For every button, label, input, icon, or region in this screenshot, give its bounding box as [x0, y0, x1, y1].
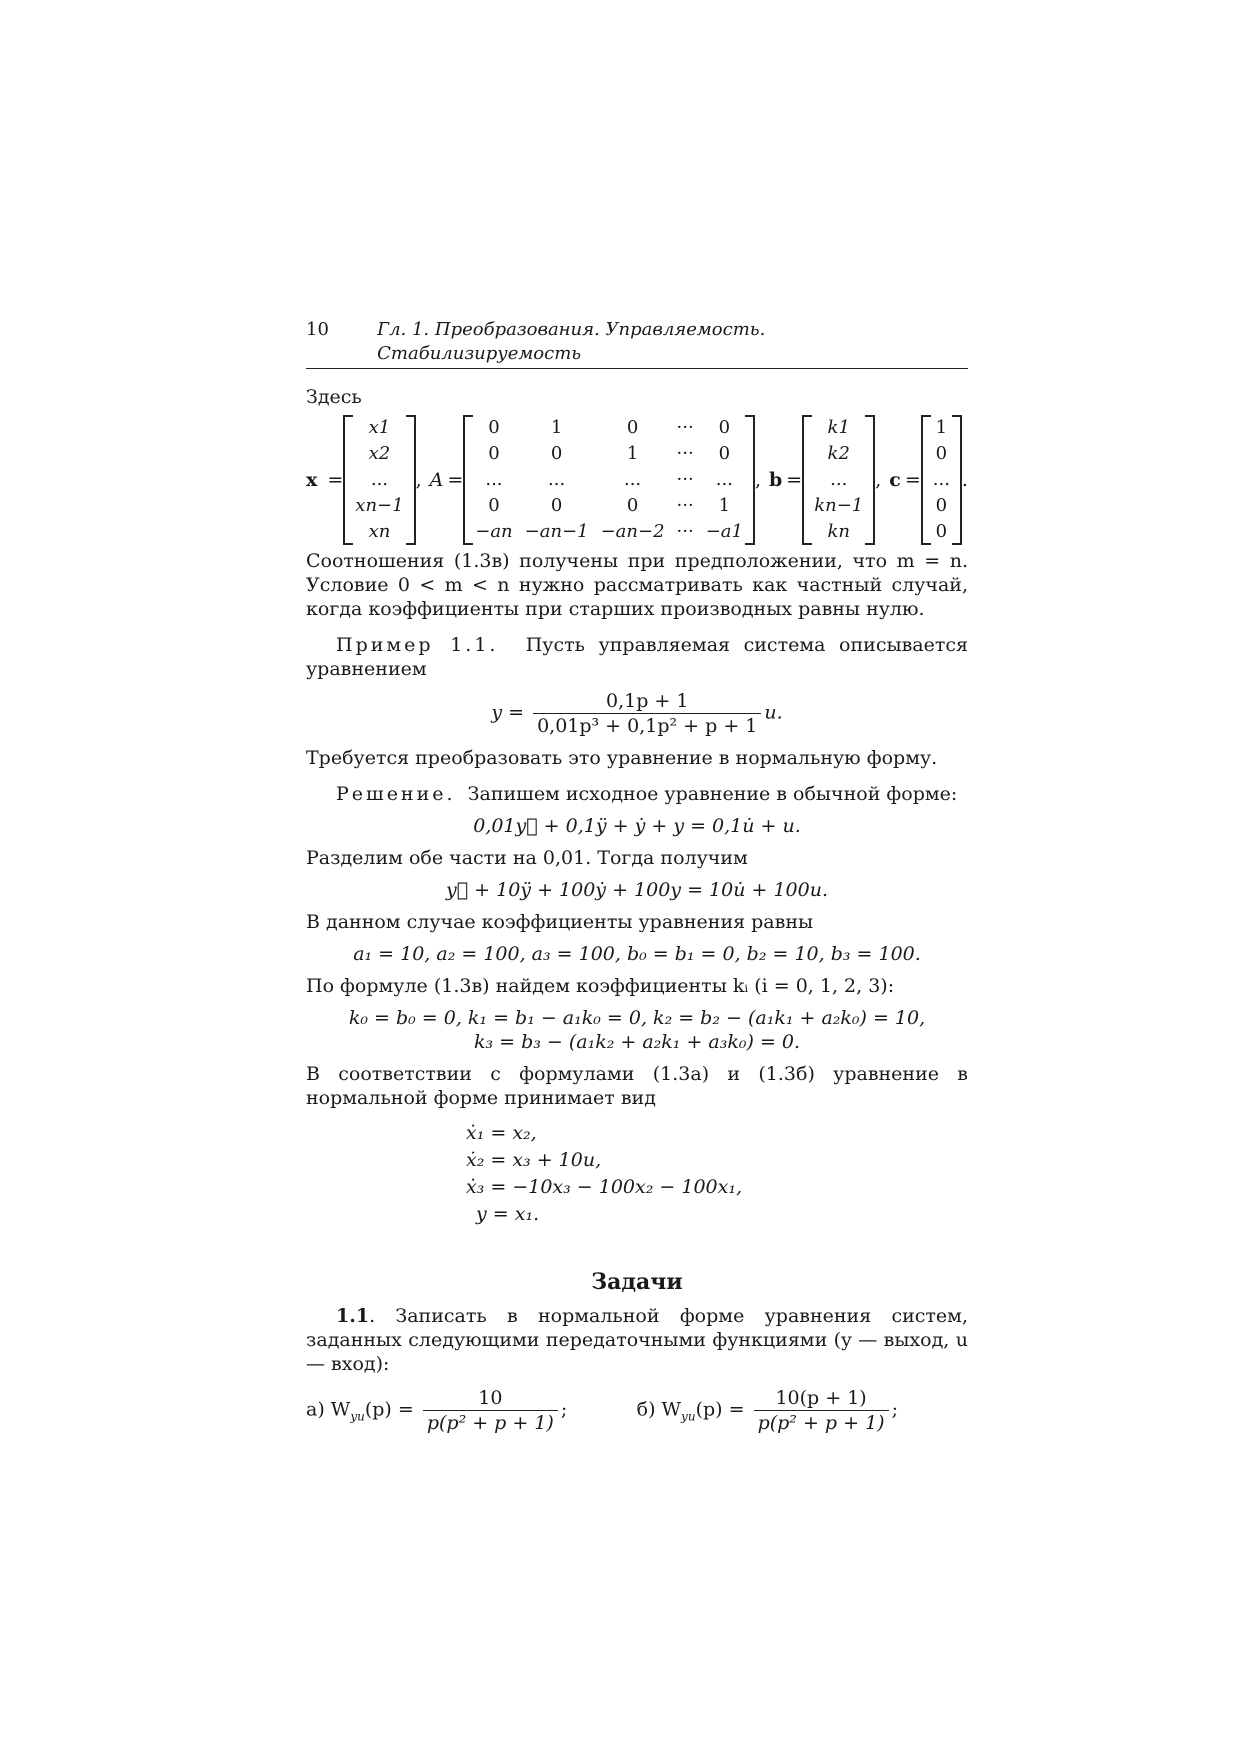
- c-cell: 0: [935, 521, 948, 542]
- intro-text: Здесь: [306, 386, 362, 408]
- page-number: 10: [306, 319, 329, 340]
- c-cell: ...: [932, 469, 950, 490]
- A-cell: 1: [626, 443, 639, 464]
- running-title: Гл. 1. Преобразования. Управляемость. Стабилизируемость: [377, 319, 766, 364]
- x-cell: x1: [368, 417, 391, 438]
- solution-label: Решение.: [336, 783, 456, 805]
- k-equation-line2: k₃ = b₃ − (a₁k₂ + a₂k₁ + a₃k₀) = 0.: [473, 1031, 801, 1053]
- solution-paragraph: [306, 782, 968, 806]
- A-cell: 0: [488, 417, 500, 438]
- divide-text: Разделим обе части на 0,01. Тогда получим: [306, 847, 748, 869]
- state-space-system: [466, 1120, 968, 1228]
- c-vector: c = 1 0 ... 0 0 .: [889, 415, 968, 545]
- solution-text: Запишем исходное уравнение в обычной форме:: [467, 783, 958, 805]
- coefficients-text: В данном случае коэффициенты уравнения равны: [306, 911, 814, 933]
- matrix-definitions: [306, 415, 968, 545]
- A-cell: ...: [548, 469, 566, 490]
- k-equation-line1: k₀ = b₀ = 0, k₁ = b₁ − a₁k₀ = 0, k₂ = b₂ − (a₁k₁ + a₂k₀) = 10,: [348, 1007, 926, 1029]
- A-cell: 0: [626, 417, 639, 438]
- A-cell: ···: [676, 521, 694, 542]
- problem-text: . Записать в нормальной форме уравнения систем, заданных следующими передаточными функциями (y — выход, u — вход):: [306, 1305, 968, 1375]
- item-a: а) $W_{yu}(p)$ = $\frac{10}{\text{p(p² + p + 1)}}$ ;: [306, 1387, 568, 1434]
- A-cell: ···: [676, 469, 694, 490]
- c-cell: 1: [935, 417, 948, 438]
- fraction-denominator: 0,01p³ + 0,1p² + p + 1: [537, 715, 758, 737]
- b-cell: ...: [830, 469, 848, 490]
- b-cell: k2: [827, 443, 850, 464]
- system-equation: ẋ₁ = x₂,: [466, 1122, 537, 1144]
- A-cell: 0: [626, 495, 639, 516]
- x-cell: ...: [370, 469, 389, 490]
- A-cell: 0: [488, 495, 500, 516]
- A-matrix: A = 0 1 0 ··· 0 0 0 1 ··· 0 ... ... ... ··· ... 0 0 0 ··· 1 −an −an−1 −an−2 ··· −a1 ,: [430, 415, 761, 545]
- transfer-fraction: [533, 689, 761, 738]
- A-cell: ...: [623, 469, 642, 490]
- problem-items: [306, 1386, 968, 1435]
- A-cell: 0: [488, 443, 500, 464]
- equation-original: 0,01y⃛ + 0,1ÿ + ẏ + y = 0,1u̇ + u.: [473, 815, 801, 837]
- paragraph-conditions: Соотношения (1.3в) получены при предположении, что m = n. Условие 0 < m < n нужно рассматривать как частный случай, когда коэффициенты при старших производных равны нулю.: [306, 550, 968, 620]
- b-vector: b = k1 k2 ... kn−1 kn ,: [769, 415, 881, 545]
- A-cell: 0: [718, 417, 731, 438]
- A-cell: −an−1: [524, 521, 589, 542]
- b-cell: kn: [827, 521, 850, 542]
- A-cell: ...: [715, 469, 733, 490]
- item-b-fraction: $\frac{10(p + 1)}{\text{p(p² + p + 1)}}$: [754, 1386, 889, 1435]
- A-cell: −an−2: [600, 521, 665, 542]
- item-b: б) $W_{yu}(p)$ = $\frac{10(p + 1)}{\text{p(p² + p + 1)}}$ ;: [636, 1387, 898, 1434]
- coefficients-equation: a₁ = 10, a₂ = 100, a₃ = 100, b₀ = b₁ = 0, b₂ = 10, b₃ = 100.: [353, 943, 921, 965]
- A-cell: ···: [676, 417, 694, 438]
- system-equation: ẋ₃ = −10x₃ − 100x₂ − 100x₁,: [466, 1176, 742, 1198]
- b-cell: kn−1: [814, 495, 864, 516]
- A-cell: 1: [550, 417, 563, 438]
- x-vector: x = x1 x2 ... xn−1 xn ,: [306, 415, 422, 545]
- A-cell: 0: [718, 443, 731, 464]
- formula-text: По формуле (1.3в) найдем коэффициенты kᵢ (i = 0, 1, 2, 3):: [306, 975, 895, 997]
- c-label: c: [889, 469, 901, 491]
- b-cell: k1: [827, 417, 850, 438]
- A-cell: −a1: [705, 521, 743, 542]
- task-statement: Требуется преобразовать это уравнение в нормальную форму.: [306, 747, 938, 769]
- x-cell: xn: [368, 521, 391, 542]
- equation-divided: y⃛ + 10ÿ + 100ẏ + 100y = 10u̇ + 100u.: [446, 879, 828, 901]
- A-label: A: [429, 469, 444, 491]
- page-content: [306, 318, 968, 1435]
- A-cell: 1: [718, 495, 731, 516]
- x-cell: xn−1: [355, 495, 404, 516]
- running-header: [306, 318, 968, 369]
- A-cell: ···: [676, 495, 694, 516]
- b-vector-table: [808, 415, 869, 545]
- A-cell: ...: [485, 469, 503, 490]
- A-cell: ···: [676, 443, 694, 464]
- system-equation: y = x₁.: [476, 1203, 540, 1225]
- b-label: b: [768, 469, 783, 491]
- x-vector-table: [349, 415, 409, 545]
- A-cell: 0: [550, 443, 563, 464]
- normal-form-text: В соответствии с формулами (1.3а) и (1.3б) уравнение в нормальной форме принимает вид: [306, 1063, 968, 1109]
- example-equation: y = $\frac{0,1p + 1}{\text{0,01p³ + 0,1p² + p + 1}}$ u.: [491, 690, 783, 737]
- c-cell: 0: [935, 443, 948, 464]
- A-matrix-table: [469, 415, 749, 545]
- example-paragraph: [306, 633, 968, 681]
- problem-1-1: [306, 1304, 968, 1376]
- example-text: Пусть управляемая система описывается уравнением: [306, 634, 968, 680]
- x-cell: x2: [368, 443, 391, 464]
- c-cell: 0: [935, 495, 948, 516]
- A-cell: −an: [475, 521, 513, 542]
- x-label: x: [306, 469, 318, 491]
- example-label: Пример 1.1.: [336, 634, 499, 656]
- problem-number: 1.1: [336, 1305, 370, 1327]
- A-cell: 0: [550, 495, 563, 516]
- item-a-fraction: $\frac{10}{\text{p(p² + p + 1)}}$: [423, 1386, 558, 1435]
- problems-heading: Задачи: [591, 1269, 683, 1295]
- system-equation: ẋ₂ = x₃ + 10u,: [466, 1149, 602, 1171]
- fraction-numerator: 0,1p + 1: [533, 689, 761, 714]
